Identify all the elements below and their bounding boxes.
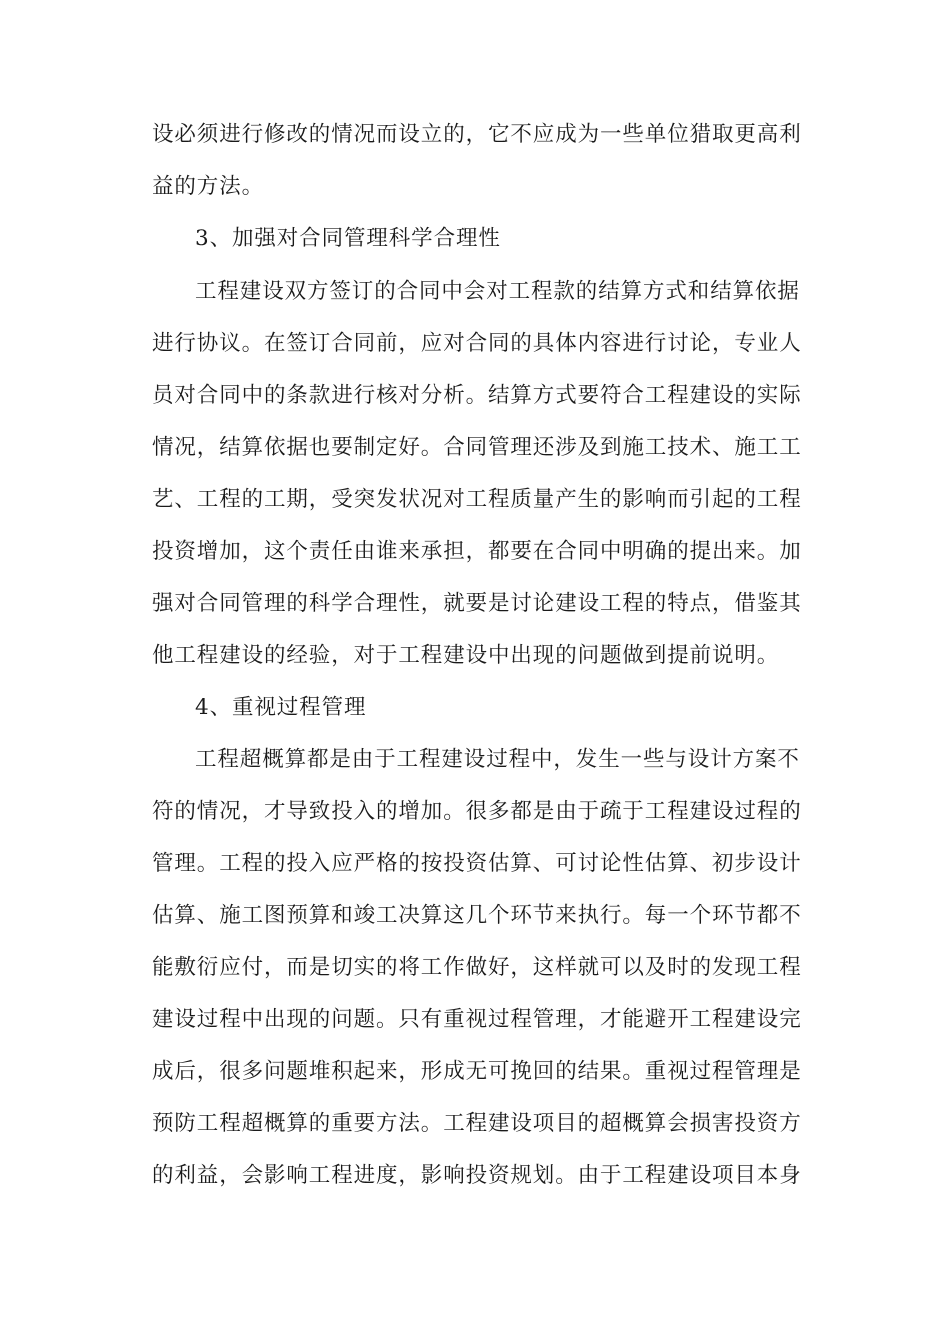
body-text-line: 他工程建设的经验，对于工程建设中出现的问题做到提前说明。 bbox=[152, 643, 780, 668]
body-text-line: 预防工程超概算的重要方法。工程建设项目的超概算会损害投资方 bbox=[152, 1111, 802, 1136]
body-text-line: 建设过程中出现的问题。只有重视过程管理，才能避开工程建设完 bbox=[152, 1007, 802, 1032]
paragraph-first-line: 工程建设双方签订的合同中会对工程款的结算方式和结算依据 bbox=[195, 279, 800, 304]
body-text-line: 员对合同中的条款进行核对分析。结算方式要符合工程建设的实际 bbox=[152, 383, 802, 408]
body-text-line: 情况，结算依据也要制定好。合同管理还涉及到施工技术、施工工 bbox=[152, 435, 802, 460]
body-text-line: 投资增加，这个责任由谁来承担，都要在合同中明确的提出来。加 bbox=[152, 539, 802, 564]
body-text-line: 设必须进行修改的情况而设立的，它不应成为一些单位猎取更高利 bbox=[152, 122, 802, 147]
body-text-line: 益的方法。 bbox=[152, 174, 265, 199]
body-text-line: 能敷衍应付，而是切实的将工作做好，这样就可以及时的发现工程 bbox=[152, 955, 802, 980]
body-text-line: 艺、工程的工期，受突发状况对工程质量产生的影响而引起的工程 bbox=[152, 487, 802, 512]
body-text-line: 估算、施工图预算和竣工决算这几个环节来执行。每一个环节都不 bbox=[152, 903, 802, 928]
body-text-line: 的利益，会影响工程进度，影响投资规划。由于工程建设项目本身 bbox=[152, 1163, 802, 1188]
section-heading-4: 4、重视过程管理 bbox=[195, 695, 367, 720]
paragraph-first-line: 工程超概算都是由于工程建设过程中，发生一些与设计方案不 bbox=[195, 747, 800, 772]
body-text-line: 进行协议。在签订合同前，应对合同的具体内容进行讨论，专业人 bbox=[152, 331, 802, 356]
body-text-line: 符的情况，才导致投入的增加。很多都是由于疏于工程建设过程的 bbox=[152, 799, 802, 824]
body-text-line: 成后，很多问题堆积起来，形成无可挽回的结果。重视过程管理是 bbox=[152, 1059, 802, 1084]
body-text-line: 管理。工程的投入应严格的按投资估算、可讨论性估算、初步设计 bbox=[152, 851, 802, 876]
section-heading-3: 3、加强对合同管理科学合理性 bbox=[195, 226, 501, 251]
body-text-line: 强对合同管理的科学合理性，就要是讨论建设工程的特点，借鉴其 bbox=[152, 591, 802, 616]
